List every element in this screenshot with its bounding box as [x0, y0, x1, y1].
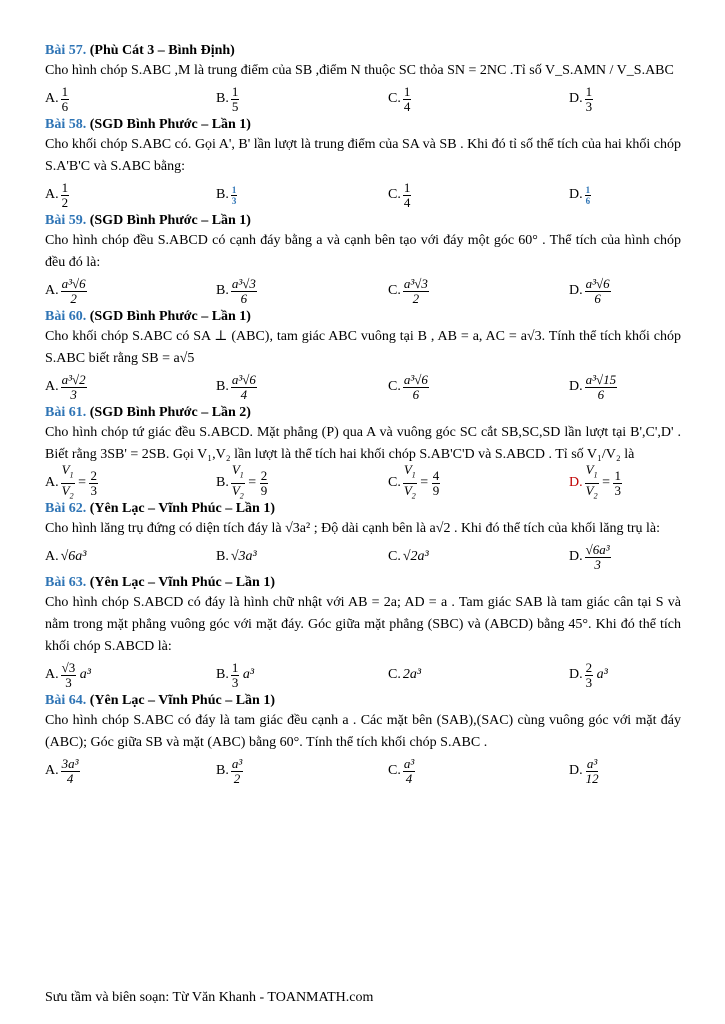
- problem-number: Bài 63.: [45, 575, 87, 590]
- problem-source: (SGD Bình Phước – Lần 1): [89, 213, 251, 228]
- answer-a[interactable]: A. √6a³: [45, 549, 87, 564]
- problem-source: (Phù Cát 3 – Bình Định): [89, 43, 235, 58]
- problem-text: Cho hình chóp tứ giác đều S.ABCD. Mặt phẳng (P) qua A và vuông góc SC cắt SB,SC,SD lần lượt tại B',C',D' . Biết rằng 3SB' = 2SB. Gọi V₁,V₂ lần lượt là thể tích hai khối chóp S.AB'C'D và S.ABCD . Tỉ số V₁/V₂ là: [45, 425, 681, 462]
- problem-57: [45, 42, 681, 116]
- answer-c[interactable]: C. $\frac{\text{a³}}{4}$: [388, 755, 415, 786]
- problem-title: [45, 116, 681, 134]
- answer-row: [45, 658, 681, 692]
- problem-text: Cho hình chóp đều S.ABCD có cạnh đáy bằng a và cạnh bên tạo với đáy một góc 60° . Thể tích của hình chóp đều đó là:: [45, 233, 681, 270]
- problem-title: [45, 574, 681, 592]
- answer-c[interactable]: C. $\frac{\text{a³√6}}{6}$: [388, 371, 428, 402]
- answer-b[interactable]: B. $\frac{1}{3}$ a³: [216, 659, 255, 690]
- problem-source: (Yên Lạc – Vĩnh Phúc – Lần 1): [89, 501, 276, 516]
- problem-source: (Yên Lạc – Vĩnh Phúc – Lần 1): [89, 575, 276, 590]
- answer-c[interactable]: C. $\frac{1}{4}$: [388, 179, 411, 210]
- answer-a[interactable]: A. $\frac{1}{2}$: [45, 179, 69, 210]
- problem-title: [45, 42, 681, 60]
- answer-c[interactable]: C. $\frac{V_1}{V_2}$ = $\frac{4}{9}$: [388, 461, 440, 501]
- problem-number: Bài 58.: [45, 117, 87, 132]
- answer-d[interactable]: D. $\frac{\text{√6a³}}{3}$: [569, 541, 610, 572]
- answer-a[interactable]: A. $\frac{\text{a³√2}}{3}$: [45, 371, 86, 402]
- answer-d[interactable]: D. $\frac{1}{3}$: [569, 83, 593, 114]
- problem-59: [45, 212, 681, 308]
- answer-b[interactable]: B. √3a³: [216, 549, 257, 564]
- answer-row: [45, 461, 681, 501]
- answer-a[interactable]: A. $\frac{\text{a³√6}}{2}$: [45, 275, 86, 306]
- answer-a[interactable]: A. $\frac{\text{3a³}}{4}$: [45, 755, 79, 786]
- problem-number: Bài 61.: [45, 405, 87, 420]
- answer-row: [45, 540, 681, 574]
- answer-c[interactable]: C. 2a³: [388, 667, 422, 682]
- problem-text: Cho hình chóp S.ABCD có đáy là hình chữ nhật với AB = 2a; AD = a . Tam giác SAB là tam giác cân tại S và nằm trong mặt phẳng vuông góc với mặt đáy. Góc giữa mặt phẳng (SBC) và (ABCD) bằng 45°. Khi đó thể tích khối chóp S.ABCD là:: [45, 595, 681, 654]
- problem-source: (SGD Bình Phước – Lần 2): [89, 405, 251, 420]
- problem-text: Cho hình chóp S.ABC ,M là trung điểm của SB ,điểm N thuộc SC thỏa SN = 2NC .Tỉ số V_S.AMN / V_S.ABC: [45, 63, 674, 78]
- document-page: [45, 42, 681, 788]
- problem-58: [45, 116, 681, 212]
- problem-source: (SGD Bình Phước – Lần 1): [89, 117, 251, 132]
- problem-number: Bài 59.: [45, 213, 87, 228]
- answer-a[interactable]: A. $\frac{√3}{3}$ a³: [45, 659, 91, 690]
- answer-row: [45, 274, 681, 308]
- problem-title: [45, 692, 681, 710]
- answer-b[interactable]: B. $\frac{\text{a³}}{2}$: [216, 755, 243, 786]
- problem-number: Bài 64.: [45, 693, 87, 708]
- problem-number: Bài 62.: [45, 501, 87, 516]
- problem-text: Cho khối chóp S.ABC có. Gọi A', B' lần lượt là trung điểm của SA và SB . Khi đó tỉ số thể tích của hai khối chóp S.A'B'C và S.ABC bằng:: [45, 137, 681, 174]
- correct-answer-label: D.: [569, 475, 583, 490]
- problem-60: [45, 308, 681, 404]
- answer-d[interactable]: D. $\frac{\text{a³}}{12}$: [569, 755, 599, 786]
- answer-row: [45, 370, 681, 404]
- answer-b[interactable]: B. $\frac{V_1}{V_2}$ = $\frac{2}{9}$: [216, 461, 268, 501]
- answer-row: [45, 178, 681, 212]
- problem-62: [45, 500, 681, 574]
- answer-d[interactable]: D. $\frac{1}{6}$: [569, 184, 591, 206]
- problem-title: [45, 404, 681, 422]
- problem-64: [45, 692, 681, 788]
- answer-row: [45, 82, 681, 116]
- answer-c[interactable]: C. √2a³: [388, 549, 429, 564]
- problem-text: Cho hình chóp S.ABC có đáy là tam giác đều cạnh a . Các mặt bên (SAB),(SAC) cùng vuông góc với mặt đáy (ABC); Góc giữa SB và mặt (ABC) bằng 60°. Tính thể tích khối chóp S.ABC .: [45, 713, 681, 750]
- problem-61: [45, 404, 681, 500]
- problem-number: Bài 60.: [45, 309, 87, 324]
- problem-title: [45, 308, 681, 326]
- page-footer: Sưu tầm và biên soạn: Từ Văn Khanh - TOANMATH.com: [45, 990, 374, 1005]
- answer-a[interactable]: A. $\frac{1}{6}$: [45, 83, 69, 114]
- problem-number: Bài 57.: [45, 43, 87, 58]
- problem-text: Cho hình lăng trụ đứng có diện tích đáy là √3a² ; Độ dài cạnh bên là a√2 . Khi đó thể tích của khối lăng trụ là:: [45, 521, 661, 536]
- problem-63: [45, 574, 681, 692]
- answer-d[interactable]: D. $\frac{V_1}{V_2}$ = $\frac{1}{3}$: [569, 461, 621, 501]
- answer-b[interactable]: B. $\frac{\text{a³√3}}{6}$: [216, 275, 256, 306]
- answer-b[interactable]: B. $\frac{1}{3}$: [216, 184, 237, 206]
- answer-a[interactable]: A. $\frac{V_1}{V_2}$ = $\frac{2}{3}$: [45, 461, 97, 501]
- answer-c[interactable]: C. $\frac{\text{a³√3}}{2}$: [388, 275, 428, 306]
- answer-d[interactable]: D. $\frac{\text{a³√15}}{6}$: [569, 371, 617, 402]
- problem-text: Cho khối chóp S.ABC có SA ⊥ (ABC), tam giác ABC vuông tại B , AB = a, AC = a√3. Tính thể tích khối chóp S.ABC biết rằng SB = a√5: [45, 329, 681, 366]
- problem-source: (SGD Bình Phước – Lần 1): [89, 309, 251, 324]
- problem-title: [45, 212, 681, 230]
- answer-row: [45, 754, 681, 788]
- answer-d[interactable]: D. $\frac{\text{a³√6}}{6}$: [569, 275, 610, 306]
- answer-b[interactable]: B. $\frac{1}{5}$: [216, 83, 239, 114]
- problem-source: (Yên Lạc – Vĩnh Phúc – Lần 1): [89, 693, 276, 708]
- answer-b[interactable]: B. $\frac{\text{a³√6}}{4}$: [216, 371, 256, 402]
- answer-c[interactable]: C. $\frac{1}{4}$: [388, 83, 411, 114]
- answer-d[interactable]: D. $\frac{2}{3}$ a³: [569, 659, 608, 690]
